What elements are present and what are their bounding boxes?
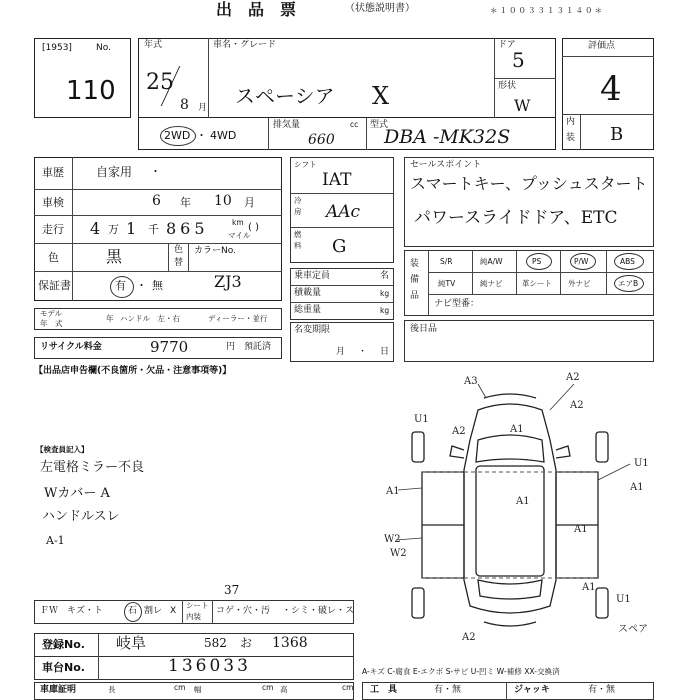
inspector-note-2: Wカバー A: [44, 486, 110, 501]
history-sub: ・: [150, 165, 161, 178]
name-value: スペーシア: [235, 84, 335, 108]
total-label: 総重量: [294, 305, 322, 315]
equipment-label-1: 装: [410, 259, 420, 269]
diag-mark-4: U1: [414, 414, 429, 425]
name-change-month: 月: [336, 347, 346, 357]
diag-mark-5: A1: [510, 424, 524, 435]
mileage-man: 4: [90, 219, 101, 238]
spare-label: スペア: [618, 624, 648, 635]
ac-label-1: 冷: [294, 196, 302, 205]
equip-sr: S/R: [440, 257, 453, 266]
mileage-sen: 1: [126, 219, 137, 238]
color-label: 色: [48, 251, 59, 264]
diag-mark-15: A2: [462, 632, 476, 640]
door-value: 5: [512, 48, 525, 72]
garage-len-unit: cm: [174, 683, 186, 692]
registration-4: 1368: [272, 635, 308, 651]
displacement-unit: cc: [350, 120, 359, 129]
year-label: 年式: [144, 40, 163, 50]
shape-value: W: [514, 96, 531, 115]
fw-items2: ・シミ・破レ・ス: [282, 606, 355, 616]
diag-mark-8: U1: [634, 458, 649, 469]
diag-mark-3: A2: [570, 400, 584, 411]
ac-value: AAc: [326, 202, 361, 222]
model-dealer: ディーラー・並行: [208, 314, 268, 323]
equip-pw: P/W: [574, 257, 589, 266]
color-value: 黒: [106, 247, 123, 266]
equip-leather: 革シート: [522, 279, 552, 288]
fw-label: ＦＷ キズ・ト: [40, 606, 103, 616]
history-label: 車歴: [42, 166, 64, 179]
equip-abs: ABS: [620, 257, 635, 266]
diag-mark-13: W2: [390, 548, 407, 559]
diag-mark-2: A2: [566, 372, 580, 383]
fw-mid: 石: [128, 606, 138, 616]
mileage-paren: ( ): [248, 222, 259, 233]
later-label: 後日品: [410, 324, 438, 334]
load-label: 積載量: [294, 288, 322, 298]
garage-hei: 高: [280, 685, 288, 694]
garage-hei-unit: cm: [342, 683, 354, 692]
registration-1: 岐阜: [116, 634, 147, 652]
shift-label: シフト: [294, 160, 317, 169]
equip-airbag: エアB: [618, 279, 639, 288]
car-windshield: [476, 435, 544, 462]
fw-seat-1: シート: [186, 601, 209, 610]
declaration-label: 【出品店申告欄(不良箇所・欠品・注意事項等)】: [34, 366, 232, 376]
equip-tv: 純TV: [438, 279, 456, 288]
diag-mark-6: A2: [452, 426, 466, 437]
inspection-year: 6: [152, 193, 161, 209]
mileage-rest: 865: [166, 219, 209, 238]
inspection-year-unit: 年: [180, 196, 191, 209]
drive-sep: ・: [196, 129, 207, 142]
recycle-unit: 円: [226, 342, 236, 352]
equip-ext-nav: 外ナビ: [568, 279, 591, 288]
tools-value: 有・無: [434, 685, 462, 695]
registration-3: お: [240, 636, 253, 650]
shift-value: IAT: [322, 170, 352, 190]
fuel-value: G: [332, 236, 347, 257]
total-unit: kg: [380, 306, 390, 315]
repaint-label-2: 替: [174, 258, 184, 268]
load-unit: kg: [380, 289, 390, 298]
selling-points-box: [404, 157, 654, 247]
diag-mark-12: W2: [384, 534, 401, 545]
drive-4wd: 4WD: [210, 129, 237, 142]
equip-nav: 純ナビ: [480, 279, 503, 288]
inspection-month: 10: [214, 193, 232, 209]
interior-value: B: [610, 124, 624, 145]
model-handle: ハンドル 左・右: [120, 314, 180, 323]
diag-mark-11: A1: [574, 524, 588, 535]
inspector-note-3: ハンドルスレ: [42, 509, 120, 524]
name-change-dot: ・: [358, 347, 368, 357]
model-year-unit: 年: [106, 314, 114, 323]
car-damage-diagram: [360, 370, 660, 640]
equip-ps: PS: [532, 257, 542, 266]
fw-mid2: 割レ: [144, 606, 163, 616]
recycle-label: リサイクル料金: [40, 342, 102, 352]
equipment-label-2: 備: [410, 275, 420, 285]
rating-label: 評価点: [588, 41, 616, 51]
barcode-text: ＊１００３３１３１４０＊: [490, 6, 604, 15]
diag-mark-14: U1: [616, 594, 631, 605]
garage-wid-unit: cm: [262, 683, 274, 692]
fw-handnote: 37: [224, 583, 240, 597]
diag-mark-7: A1: [386, 486, 400, 497]
mileage-label: 走行: [42, 223, 64, 236]
name-change-day: 日: [380, 347, 390, 357]
month-value: 8: [180, 97, 189, 113]
diag-mark-1: A3: [464, 376, 478, 387]
mileage-man-unit: 万: [108, 223, 119, 236]
lot-year-tag: [1953]: [42, 43, 72, 53]
diag-mark-16: A1: [582, 582, 596, 593]
inspection-month-unit: 月: [244, 196, 255, 209]
inspection-label: 車検: [42, 196, 64, 209]
jack-value: 有・無: [588, 685, 616, 695]
history-value: 自家用: [96, 165, 133, 179]
recycle-value: 9770: [150, 338, 189, 356]
warranty-has: 有: [115, 279, 126, 292]
diag-mark-9: A1: [630, 482, 644, 493]
fw-items: コゲ・穴・汚: [216, 606, 271, 616]
chassis-label: 車台No.: [42, 661, 85, 674]
color-code-label: カラーNo.: [194, 246, 236, 256]
garage-label: 車庫証明: [40, 685, 77, 695]
rating-value: 4: [600, 69, 622, 109]
recycle-deposit: 預託済: [244, 342, 272, 352]
fw-x: X: [170, 606, 177, 616]
garage-len: 長: [108, 685, 116, 694]
repaint-label-1: 色: [174, 245, 184, 255]
inspector-note-4: A-1: [46, 534, 65, 547]
equipment-label-3: 品: [410, 291, 420, 301]
selling-point-1: スマートキー、プッシュスタート: [410, 174, 648, 193]
lot-no-label: No.: [96, 43, 111, 53]
capacity-label: 乗車定員: [294, 271, 331, 281]
garage-wid: 幅: [194, 685, 202, 694]
color-code-value: ZJ3: [214, 272, 242, 291]
warranty-dot: ・: [136, 279, 147, 292]
registration-2: 582: [204, 636, 227, 650]
grade-value: X: [372, 82, 390, 110]
inspector-note-1: 左電格ミラー不良: [40, 460, 145, 475]
later-box: [404, 320, 654, 362]
mileage-mile-unit: マイル: [228, 231, 251, 240]
inspector-label: 【検査員記入】: [36, 445, 89, 454]
jack-label: ジャッキ: [514, 685, 550, 695]
interior-label-1: 内: [566, 117, 576, 127]
displacement-label: 排気量: [273, 120, 301, 130]
capacity-unit: 名: [380, 271, 390, 281]
equip-aw: 純A/W: [480, 257, 503, 266]
car-rear-window: [478, 580, 542, 599]
fuel-label-1: 燃: [294, 230, 302, 239]
damage-key-legend: A-キズ C-腐食 E-エクボ S-サビ U-凹ミ W-補修 XX-交換済: [362, 667, 560, 676]
interior-label-2: 装: [566, 133, 576, 143]
fuel-label-2: 料: [294, 241, 302, 250]
warranty-label: 保証書: [38, 279, 71, 292]
shape-label: 形状: [498, 81, 517, 91]
drive-2wd: 2WD: [164, 129, 191, 142]
name-change-label: 名変期限: [294, 325, 331, 335]
warranty-none: 無: [152, 279, 163, 292]
ac-label-2: 房: [294, 207, 302, 216]
selling-points-label: セールスポイント: [410, 160, 482, 170]
displacement-value: 660: [308, 132, 335, 148]
model-label: 型式: [370, 120, 389, 130]
model-year-label-2: 年 式: [40, 319, 63, 328]
diag-mark-10: A1: [516, 496, 530, 507]
mileage-sen-unit: 千: [148, 223, 159, 236]
year-value: 25: [146, 70, 174, 95]
mileage-km-unit: km: [232, 218, 244, 227]
name-label: 車名・グレード: [213, 40, 277, 50]
registration-label: 登録No.: [42, 638, 85, 651]
form-subtitle: （状態説明書）: [345, 3, 415, 14]
form-title: 出 品 票: [216, 0, 297, 19]
tools-label: 工 具: [370, 685, 398, 695]
lot-number: 110: [66, 76, 116, 106]
model-year-label-1: モデル: [40, 309, 63, 318]
door-label: ドア: [498, 40, 516, 50]
nav-model-label: ナビ型番：: [434, 299, 480, 309]
selling-point-2: パワースライドドア、ETC: [414, 208, 618, 228]
fw-seat-2: 内装: [186, 612, 201, 621]
model-value: DBA -MK32S: [384, 126, 511, 148]
month-suffix: 月: [198, 103, 208, 113]
chassis-value: 136033: [168, 656, 251, 676]
